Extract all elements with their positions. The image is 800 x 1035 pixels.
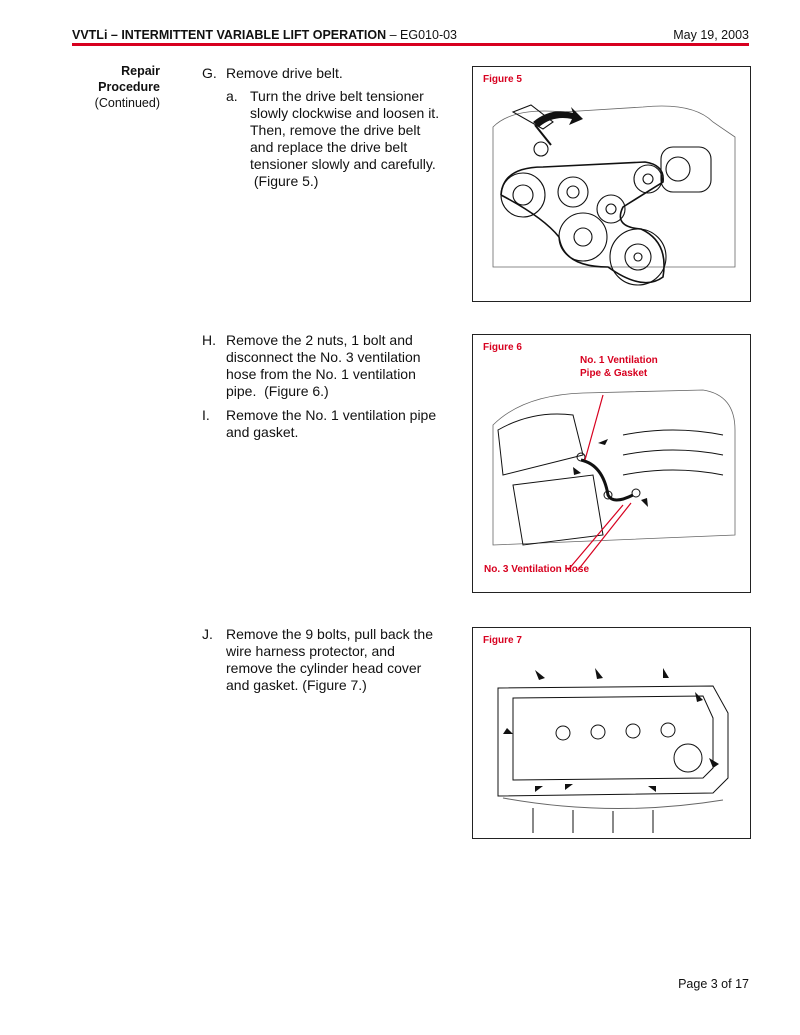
bolt-arrow-icon <box>503 728 513 734</box>
figure-6 <box>472 334 751 593</box>
step-i-line: and gasket. <box>226 424 299 440</box>
step-g-a-line: Then, remove the drive belt <box>250 122 421 138</box>
step-g-a-text <box>250 88 439 190</box>
step-h-line: hose from the No. 1 ventilation <box>226 366 416 382</box>
document-date: May 19, 2003 <box>673 28 749 42</box>
step-g <box>202 65 462 85</box>
step-i-line: Remove the No. 1 ventilation pipe <box>226 407 437 423</box>
step-g-a-line: tensioner slowly and carefully. <box>250 156 436 172</box>
step-j-line: wire harness protector, and <box>226 643 395 659</box>
step-g-a-line: Turn the drive belt tensioner <box>250 88 424 104</box>
drive-belt-illustration <box>473 67 750 301</box>
figure-5-label: Figure 5 <box>483 74 522 85</box>
callout-no3-ventilation-hose: No. 3 Ventilation Hose <box>484 564 590 575</box>
step-h-line: disconnect the No. 3 ventilation <box>226 349 421 365</box>
bolt-arrow-icon <box>565 784 573 790</box>
ventilation-pipe-illustration <box>473 335 750 592</box>
document-title: VVTLi – INTERMITTENT VARIABLE LIFT OPERATION – EG010-03 <box>72 28 458 42</box>
step-j-text <box>226 626 433 694</box>
bolt-arrow-icon <box>595 668 603 679</box>
bolt-arrow-icon <box>663 668 669 678</box>
callout-no1-line1: No. 1 Ventilation <box>580 355 658 366</box>
page-header <box>72 27 749 43</box>
step-g-a-line: and replace the drive belt <box>250 139 408 155</box>
figure-7-label: Figure 7 <box>483 635 522 646</box>
step-j-line: remove the cylinder head cover <box>226 660 422 676</box>
bolt-arrow-icon <box>695 692 703 702</box>
arrow-icon <box>641 498 648 507</box>
step-h-mark: H. <box>202 332 216 348</box>
step-g-mark: G. <box>202 65 217 81</box>
arrow-icon <box>598 439 608 445</box>
step-i-text <box>226 407 436 441</box>
step-j-line: Remove the 9 bolts, pull back the <box>226 626 434 642</box>
section-side-heading <box>60 63 160 111</box>
step-i <box>202 407 462 445</box>
clockwise-arrow-icon <box>533 107 583 127</box>
figure-7 <box>472 627 751 839</box>
side-heading-line2: Procedure <box>98 80 160 94</box>
callout-no1-line2: Pipe & Gasket <box>580 368 648 379</box>
step-i-mark: I. <box>202 407 210 423</box>
step-j-mark: J. <box>202 626 213 642</box>
side-heading-line3: (Continued) <box>94 96 160 110</box>
step-h-line: pipe. (Figure 6.) <box>226 383 329 399</box>
step-h-text <box>226 332 421 400</box>
bolt-arrow-icon <box>709 758 719 768</box>
step-g-a-line: slowly clockwise and loosen it. <box>250 105 440 121</box>
bolt-arrow-icon <box>535 786 543 792</box>
step-g-a <box>226 88 466 198</box>
step-j-line: and gasket. (Figure 7.) <box>226 677 367 693</box>
step-g-a-mark: a. <box>226 88 238 104</box>
header-rule <box>72 43 749 46</box>
bolt-arrow-icon <box>535 670 545 680</box>
figure-5 <box>472 66 751 302</box>
arrow-icon <box>573 467 581 475</box>
step-h-line: Remove the 2 nuts, 1 bolt and <box>226 332 413 348</box>
side-heading-line1: Repair <box>121 64 160 78</box>
step-h <box>202 332 462 404</box>
bolt-arrow-icon <box>648 786 656 792</box>
cylinder-head-cover-illustration <box>473 628 750 838</box>
step-g-text: Remove drive belt. <box>226 65 343 81</box>
page-number: Page 3 of 17 <box>678 977 749 991</box>
figure-6-label: Figure 6 <box>483 342 522 353</box>
step-g-a-line: (Figure 5.) <box>250 173 319 189</box>
step-j <box>202 626 462 698</box>
